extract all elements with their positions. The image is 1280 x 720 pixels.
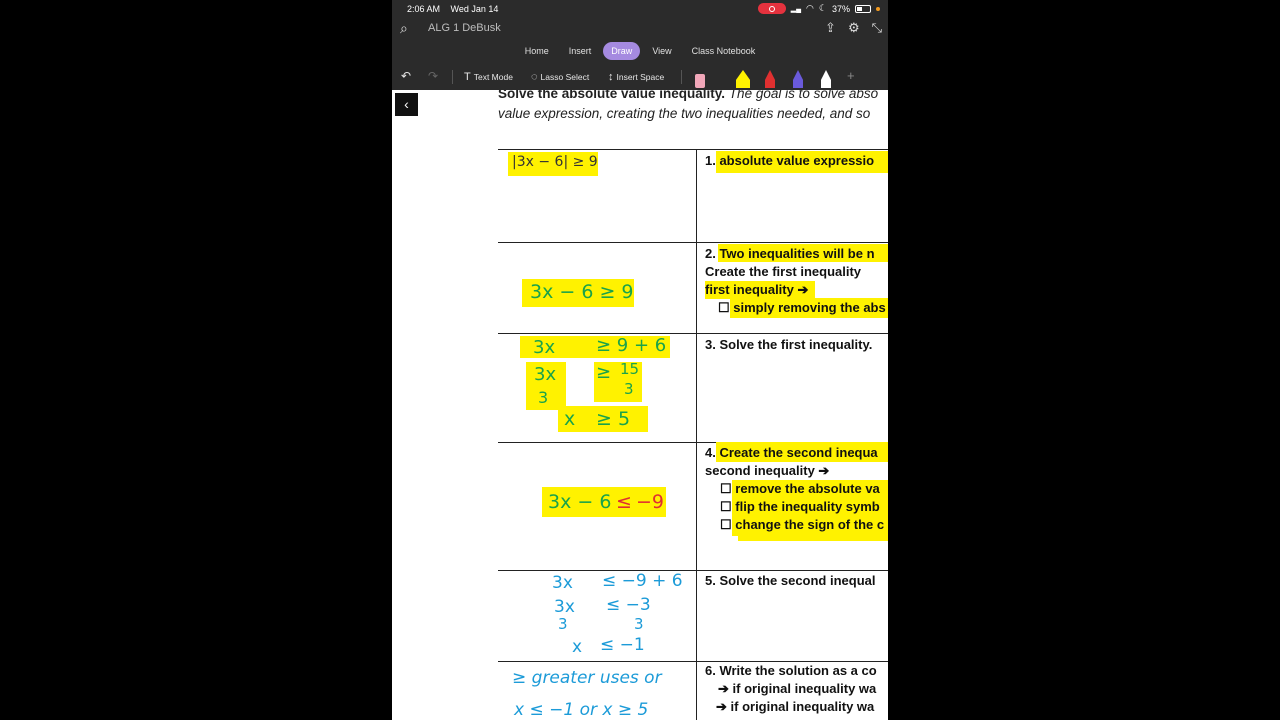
status-bar — [392, 0, 888, 18]
hw-step3-line2-sym: ≥ — [596, 362, 612, 383]
hw-step3-line1-right: ≥ 9 + 6 — [596, 335, 667, 356]
instructions-bold: Solve the absolute value inequality. — [498, 90, 726, 101]
hw-step3-line1-left: 3x — [533, 337, 556, 358]
table-row — [498, 149, 888, 242]
hw-step5-den-right: 3 — [634, 615, 644, 633]
hw-step6-note: ≥ greater uses or — [512, 668, 662, 688]
collapse-icon[interactable]: ⤡ — [871, 20, 882, 35]
table-row — [498, 570, 888, 661]
handwritten-problem: |3x − 6| ≥ 9 — [512, 154, 598, 170]
step-5: 5. Solve the second inequal — [705, 573, 876, 588]
insert-space-button[interactable] — [608, 71, 664, 83]
hw-second-inequality-right: −9 — [636, 491, 665, 513]
step-3: 3. Solve the first inequality. — [705, 337, 873, 352]
notebook-title: ALG 1 DeBusk — [428, 22, 501, 34]
wifi-icon: ◠ — [806, 3, 814, 13]
battery-icon — [855, 5, 871, 13]
text-cursor-icon: T — [464, 71, 471, 83]
ribbon-tabs — [392, 40, 888, 64]
step-6-arrow-2: ➔ if original inequality wa — [716, 699, 875, 714]
table-row — [498, 333, 888, 442]
draw-toolbar — [392, 64, 888, 90]
hw-second-inequality-left: 3x − 6 — [548, 491, 612, 513]
screen-recording-icon[interactable] — [758, 3, 786, 14]
tab-view[interactable]: View — [652, 46, 672, 56]
hw-step5-line3-right: ≤ −1 — [600, 635, 645, 655]
status-date: Wed Jan 14 — [450, 4, 499, 14]
table-row — [498, 661, 888, 720]
gear-icon[interactable]: ⚙ — [847, 20, 860, 35]
hw-step5-line1-left: 3x — [552, 573, 573, 593]
hw-step5-line2-left: 3x — [554, 597, 575, 617]
battery-percent: 37% — [831, 3, 850, 14]
step-4-checkbox-flip[interactable]: ☐ flip the inequality symb — [720, 499, 880, 514]
hw-step5-den-left: 3 — [558, 615, 568, 633]
text-mode-label: Text Mode — [473, 72, 513, 82]
instructions-italic: The goal is to solve abso — [725, 90, 879, 101]
step-6-arrow-1: ➔ if original inequality wa — [718, 681, 877, 696]
step-4-second: second inequality ➔ — [705, 463, 830, 478]
ipad-screen — [392, 0, 888, 720]
hw-step5-line1-right: ≤ −9 + 6 — [602, 571, 683, 591]
highlighter-yellow-icon[interactable] — [736, 70, 750, 88]
hw-step5-line2-right: ≤ −3 — [606, 595, 651, 615]
tab-draw[interactable]: Draw — [603, 42, 640, 60]
text-mode-button[interactable] — [464, 71, 513, 83]
mic-indicator-icon — [876, 7, 880, 11]
title-bar — [392, 18, 888, 40]
search-icon[interactable]: ⌕ — [400, 20, 408, 36]
table-row — [498, 442, 888, 570]
hw-step3-line3-right: ≥ 5 — [596, 408, 631, 430]
lasso-select-button[interactable] — [531, 71, 589, 83]
lasso-icon: ◌ — [531, 71, 538, 83]
step-4-checkbox-sign[interactable]: ☐ change the sign of the c — [720, 517, 885, 532]
tab-home[interactable]: Home — [524, 46, 549, 56]
tab-class-notebook[interactable]: Class Notebook — [691, 46, 756, 56]
step-4-checkbox-remove[interactable]: ☐ remove the absolute va — [720, 481, 880, 496]
insert-space-label: Insert Space — [616, 72, 665, 82]
hw-step3-line3-left: x — [564, 408, 576, 430]
hw-step3-den-right: 3 — [624, 380, 634, 398]
redo-icon[interactable]: ↷ — [428, 69, 439, 83]
table-row — [498, 242, 888, 333]
hw-step6-solution: x ≤ −1 or x ≥ 5 — [514, 700, 649, 720]
tab-insert[interactable]: Insert — [568, 46, 592, 56]
pen-white-icon[interactable] — [821, 70, 831, 88]
chevron-left-icon[interactable]: ‹ — [395, 93, 418, 116]
instructions-line-2: value expression, creating the two inequalities needed, and so — [498, 106, 871, 121]
step-2-checkbox[interactable]: ☐ simply removing the abs — [718, 300, 886, 315]
pen-red-icon[interactable] — [765, 70, 775, 88]
status-time: 2:06 AM — [407, 4, 441, 14]
instructions-line-1 — [498, 90, 878, 101]
step-2-first: first inequality ➔ — [705, 282, 809, 297]
add-pen-button[interactable]: + — [847, 68, 855, 83]
hw-step3-line2-num: 15 — [620, 360, 640, 378]
hw-step3-den-left: 3 — [538, 388, 549, 407]
insert-space-icon: ↕ — [608, 71, 614, 83]
share-icon[interactable]: ⇪ — [825, 20, 836, 35]
step-2-title: 2. Two inequalities will be n — [705, 246, 875, 261]
step-1: 1. absolute value expressio — [705, 153, 875, 168]
moon-icon: ☾ — [818, 3, 827, 13]
notebook-page — [392, 90, 888, 720]
lasso-label: Lasso Select — [540, 72, 590, 82]
step-2-create: Create the first inequality — [705, 264, 862, 279]
eraser-icon[interactable] — [695, 74, 705, 88]
undo-icon[interactable]: ↶ — [401, 69, 412, 83]
hw-second-inequality-sym: ≤ — [616, 491, 632, 513]
pen-purple-icon[interactable] — [793, 70, 803, 88]
step-6-title: 6. Write the solution as a co — [705, 663, 877, 678]
step-4-title: 4. Create the second inequa — [705, 445, 878, 460]
cellular-icon: ▂▄ — [790, 5, 802, 13]
hw-step3-line2-left: 3x — [534, 364, 557, 385]
handwritten-first-inequality: 3x − 6 ≥ 9 — [530, 281, 634, 303]
hw-step5-line3-left: x — [572, 637, 583, 657]
